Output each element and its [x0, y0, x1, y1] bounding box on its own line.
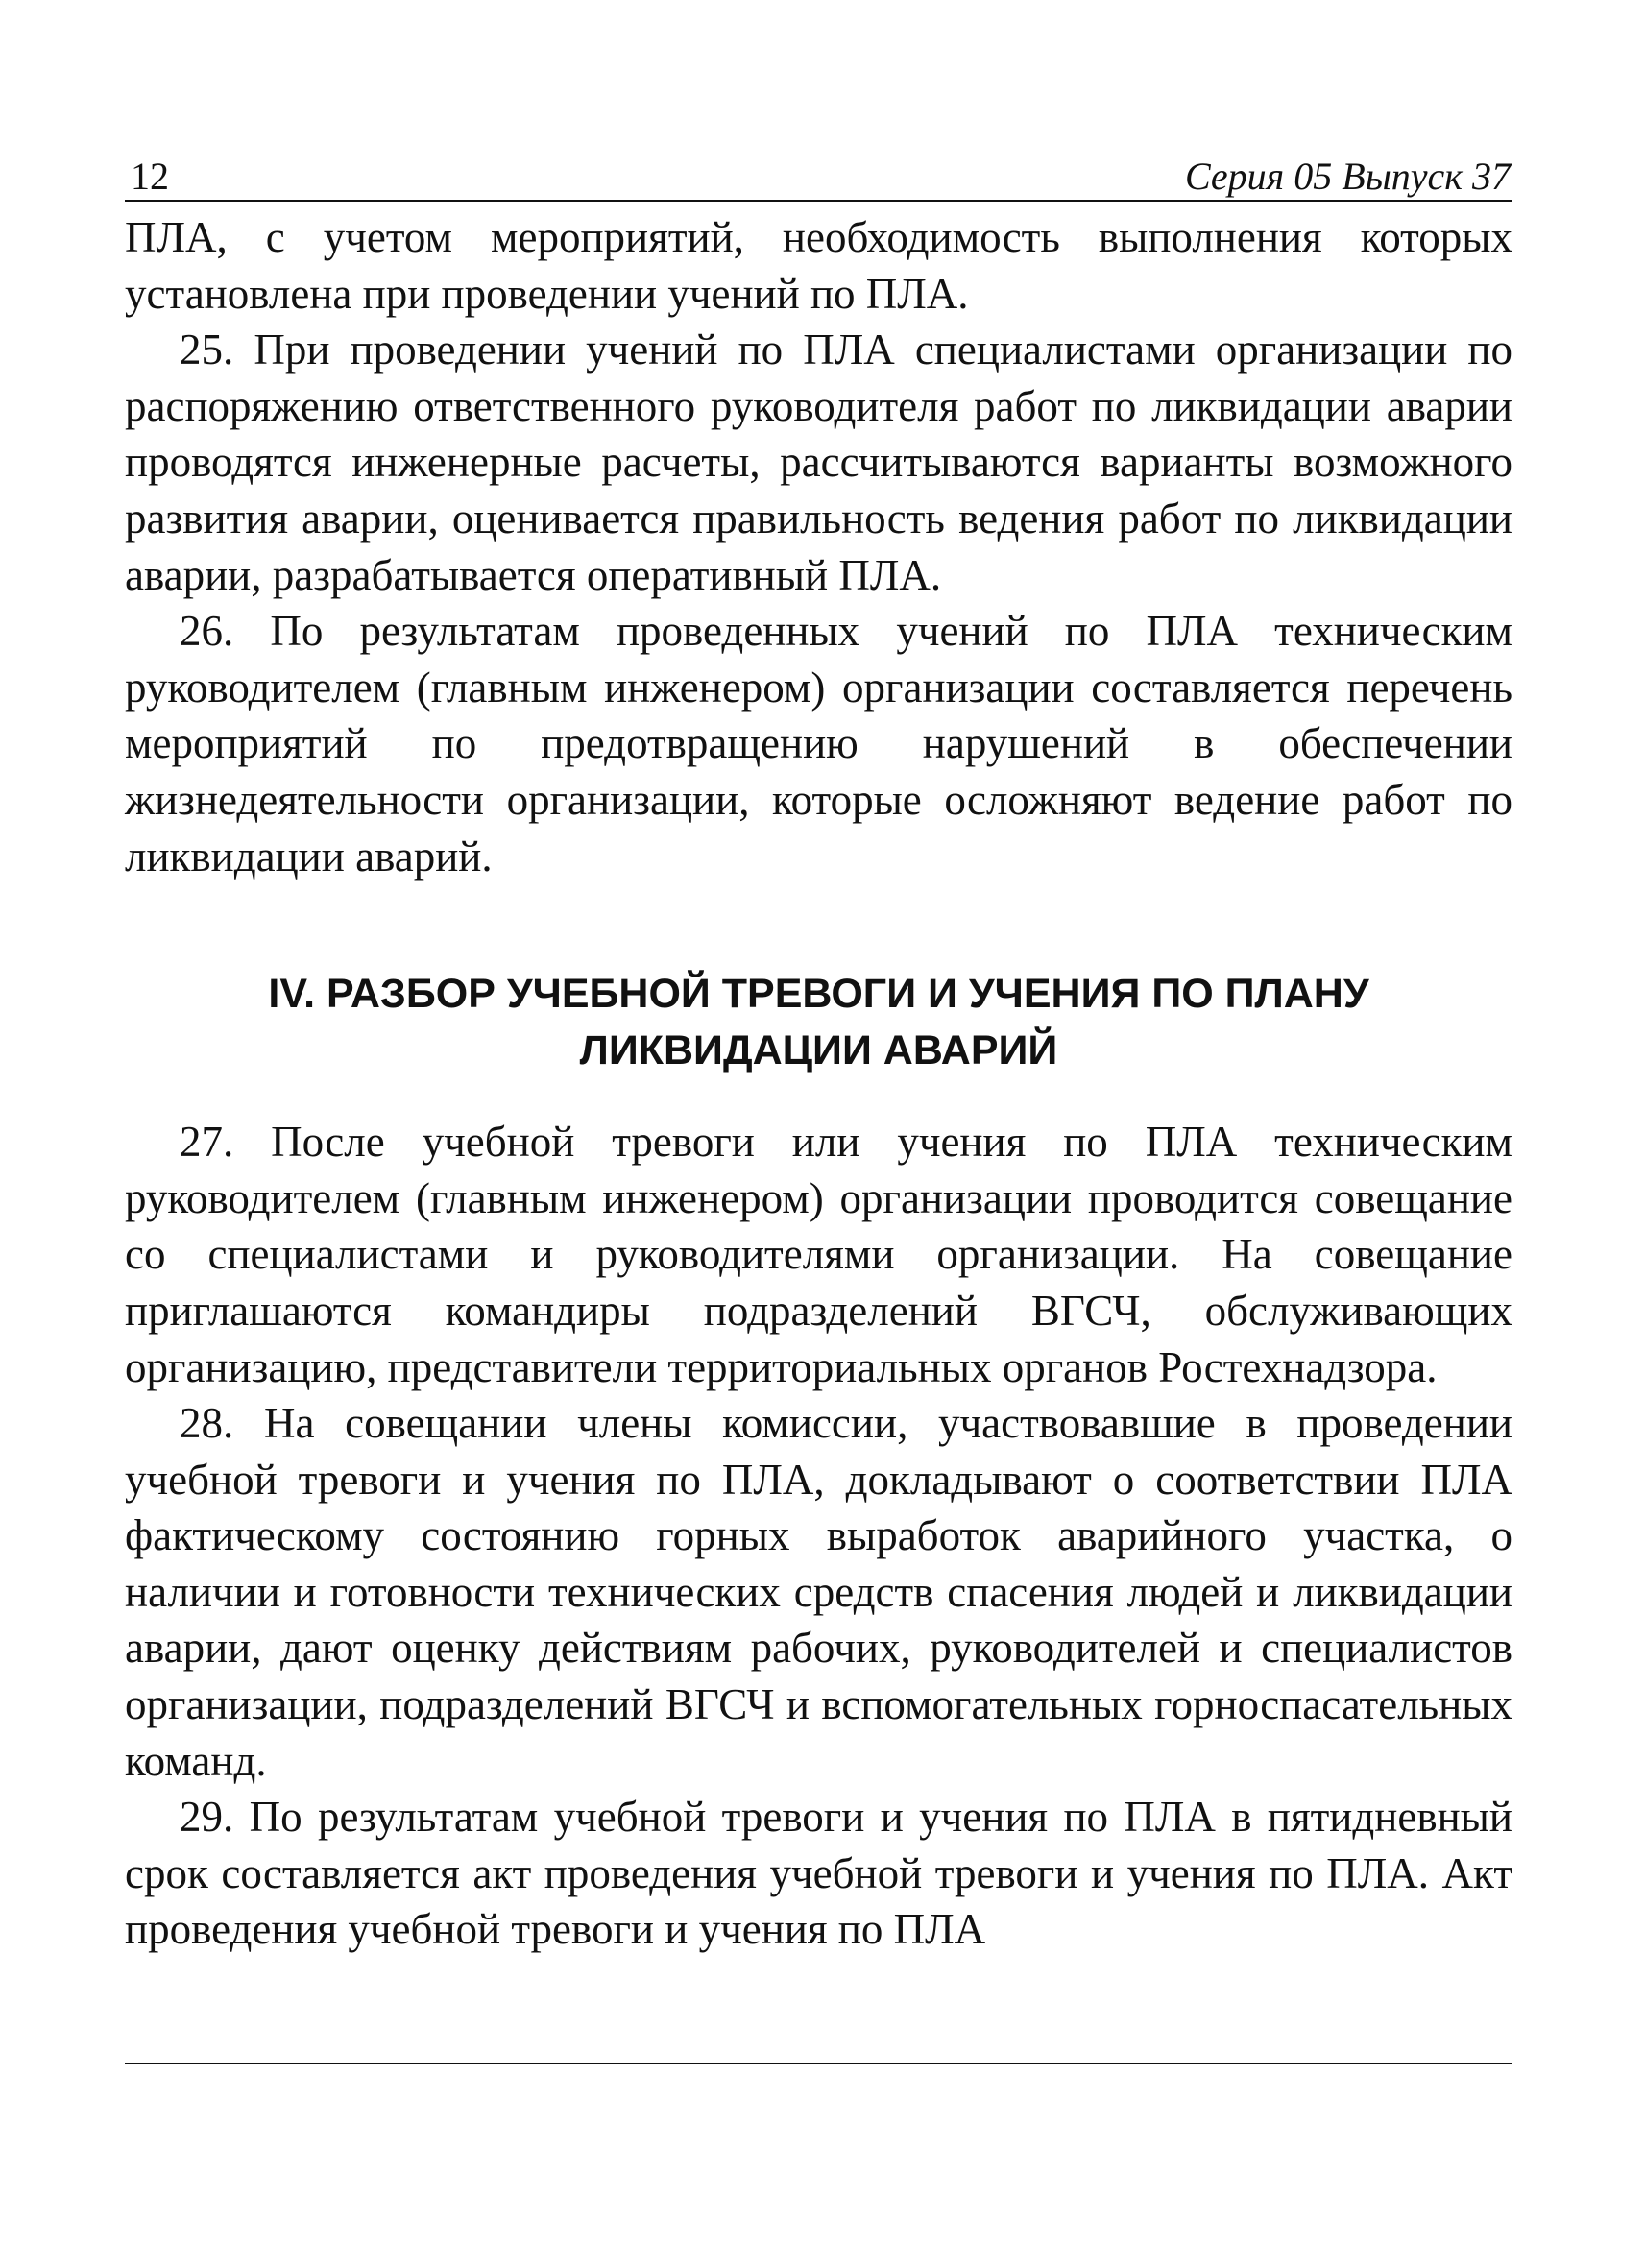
- section-heading: [125, 966, 1512, 1079]
- page-number: 12: [131, 155, 169, 198]
- paragraph-25: 25. При проведении учений по ПЛА специалистами организации по распоряжению ответственного руководителя работ по ликвидации аварии проводятся инженерные расчеты, рассчитываются варианты возможного развития аварии, оценивается правильность ведения работ по ликвидации аварии, разрабатывается оперативный ПЛА.: [125, 326, 1512, 599]
- paragraph-27: 27. После учебной тревоги или учения по ПЛА техническим руководителем (главным инженером) организации проводится совещание со специалистами и руководителями организации. На совещание приглашаются командиры подразделений ВГСЧ, обслуживающих организацию, представители территориальных органов Ростехнадзора.: [125, 1118, 1512, 1391]
- paragraph-continued: ПЛА, с учетом мероприятий, необходимость выполнения которых установлена при проведении учений по ПЛА.: [125, 213, 1512, 318]
- section-heading-line-2: ЛИКВИДАЦИИ АВАРИЙ: [579, 1027, 1058, 1074]
- running-header: [125, 144, 1512, 202]
- section-heading-line-1: IV. РАЗБОР УЧЕБНОЙ ТРЕВОГИ И УЧЕНИЯ ПО ПЛАНУ: [268, 971, 1369, 1018]
- series-title: Серия 05 Выпуск 37: [1184, 155, 1511, 198]
- paragraph-26: 26. По результатам проведенных учений по ПЛА техническим руководителем (главным инженером) организации составляется перечень мероприятий по предотвращению нарушений в обеспечении жизнедеятельности организации, которые осложняют ведение работ по ликвидации аварий.: [125, 607, 1512, 881]
- paragraph-29: 29. По результатам учебной тревоги и учения по ПЛА в пятидневный срок составляется акт проведения учебной тревоги и учения по ПЛА. Акт проведения учебной тревоги и учения по ПЛА: [125, 1793, 1512, 1954]
- footer-rule: [125, 2063, 1512, 2064]
- paragraph-28: 28. На совещании члены комиссии, участвовавшие в проведении учебной тревоги и учения по ПЛА, докладывают о соответствии ПЛА фактическому состоянию горных выработок аварийного участка, о наличии и готовности технических средств спасения людей и ликвидации аварии, дают оценку действиям рабочих, руководителей и специалистов организации, подразделений ВГСЧ и вспомогательных горноспасательных команд.: [125, 1399, 1512, 1785]
- document-body: [125, 209, 1512, 1958]
- document-page: [125, 144, 1512, 1958]
